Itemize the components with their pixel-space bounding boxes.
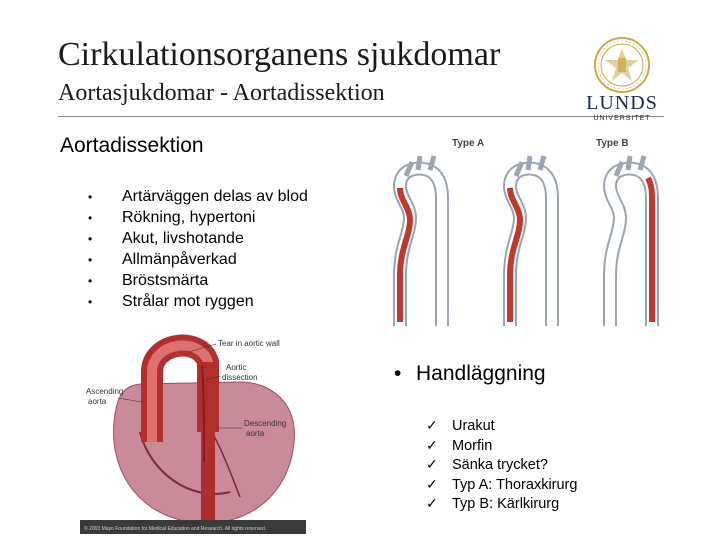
list-item-text: Allmänpåverkad	[122, 251, 237, 268]
bullet-marker: •	[394, 362, 402, 385]
aorta-illustration-1	[400, 156, 442, 326]
list-item	[88, 207, 308, 228]
checkmark-icon: ✓	[426, 495, 438, 511]
list-item-text: Typ A: Thoraxkirurg	[452, 476, 578, 493]
descending-label-line-2: aorta	[246, 429, 265, 438]
bullet-marker: •	[88, 253, 93, 267]
header-divider	[58, 116, 664, 117]
bullet-marker: •	[88, 274, 93, 288]
list-item-text: Morfin	[452, 437, 493, 454]
list-item-text: Typ B: Kärlkirurg	[452, 496, 560, 512]
management-list	[426, 416, 577, 514]
list-item	[88, 228, 308, 249]
list-item	[426, 475, 577, 495]
heart-dissection-figure	[80, 322, 306, 534]
ascending-label-line-2: aorta	[88, 397, 107, 406]
list-item	[426, 455, 577, 475]
aorta-illustration-3	[610, 156, 652, 326]
figure-copyright: © 2003 Mayo Foundation for Medical Education and Research. All rights reserved.	[84, 526, 267, 532]
type-a-label: Type A	[452, 138, 485, 149]
tear-label: Tear in aortic wall	[218, 339, 280, 348]
list-item-text: Urakut	[452, 418, 495, 434]
slide-title: Cirkulationsorganens sjukdomar	[58, 36, 501, 73]
bullet-marker: •	[88, 211, 93, 225]
ascending-label-line-1: Ascending	[86, 387, 124, 396]
list-item-text: Artärväggen delas av blod	[122, 188, 308, 205]
checkmark-icon: ✓	[426, 417, 438, 433]
list-item-text: Bröstsmärta	[122, 272, 209, 289]
list-item-text: Akut, livshotande	[122, 230, 244, 247]
aorta-illustration-2	[510, 156, 552, 326]
university-seal-icon	[593, 36, 651, 94]
descending-label-line-1: Descending	[244, 419, 287, 428]
list-item	[88, 249, 308, 270]
list-item-text: Rökning, hypertoni	[122, 209, 256, 226]
section-heading: Aortadissektion	[60, 134, 204, 157]
checkmark-icon: ✓	[426, 475, 438, 492]
management-heading-text: Handläggning	[416, 362, 546, 385]
checkmark-icon: ✓	[426, 456, 438, 472]
list-item	[88, 270, 308, 291]
list-item-text: Sänka trycket?	[452, 457, 548, 473]
dissection-types-figure	[372, 126, 668, 336]
bullet-marker: •	[88, 190, 93, 204]
list-item-text: Strålar mot ryggen	[122, 293, 254, 310]
list-item	[426, 416, 577, 436]
list-item	[426, 494, 577, 514]
bullet-marker: •	[88, 295, 93, 309]
logo-wordmark: LUNDS	[586, 92, 658, 114]
university-logo	[580, 36, 664, 122]
checkmark-icon: ✓	[426, 436, 438, 453]
logo-subtext: UNIVERSITET	[593, 115, 651, 122]
slide-subtitle: Aortasjukdomar - Aortadissektion	[58, 80, 385, 106]
management-heading	[394, 362, 546, 386]
dissection-label-line-1: Aortic	[226, 363, 247, 372]
list-item	[426, 436, 577, 456]
list-item	[88, 291, 308, 312]
dissection-label-line-2: dissection	[222, 373, 258, 382]
bullet-marker: •	[88, 232, 93, 246]
list-item	[88, 186, 308, 207]
type-b-label: Type B	[596, 138, 629, 149]
symptom-list	[88, 186, 308, 312]
